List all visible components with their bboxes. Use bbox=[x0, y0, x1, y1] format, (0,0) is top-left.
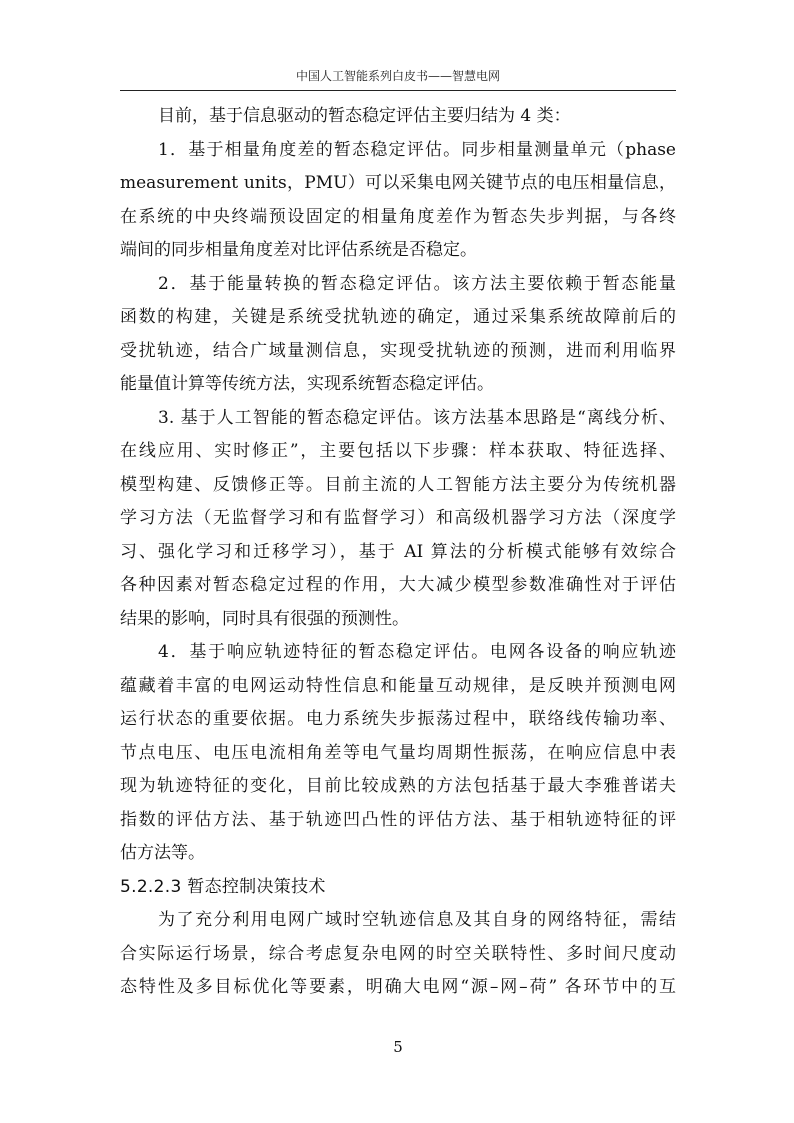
paragraph-line: 学习方法（无监督学习和有监督学习）和高级机器学习方法（深度学 bbox=[120, 508, 676, 528]
paragraph-line: 受扰轨迹，结合广域量测信息，实现受扰轨迹的预测，进而利用临界 bbox=[120, 340, 676, 361]
paragraph-line: 3. 基于人工智能的暂态稳定评估。该方法基本思路是“离线分析、 bbox=[158, 407, 676, 428]
section-heading: 5.2.2.3 暂态控制决策技术 bbox=[120, 876, 326, 897]
paragraph-line: 合实际运行场景，综合考虑复杂电网的时空关联特性、多时间尺度动 bbox=[120, 943, 676, 964]
paragraph-line: 1．基于相量角度差的暂态稳定评估。同步相量测量单元（phase bbox=[158, 139, 676, 160]
page-number: 5 bbox=[393, 1038, 403, 1056]
paragraph-line: 现为轨迹特征的变化，目前比较成熟的方法包括基于最大李雅普诺夫 bbox=[120, 776, 676, 796]
header-rule bbox=[120, 90, 676, 91]
paragraph-line: 目前，基于信息驱动的暂态稳定评估主要归结为 4 类： bbox=[158, 106, 571, 126]
paragraph-line: 节点电压、电压电流相角差等电气量均周期性振荡，在响应信息中表 bbox=[120, 742, 676, 763]
paragraph-line: 在线应用、实时修正”，主要包括以下步骤：样本获取、特征选择、 bbox=[120, 441, 676, 461]
paragraph-line: measurement units，PMU）可以采集电网关键节点的电压相量信息， bbox=[120, 173, 676, 193]
paragraph-line: 习、强化学习和迁移学习），基于 AI 算法的分析模式能够有效综合 bbox=[120, 541, 676, 562]
paragraph-line: 为了充分利用电网广域时空轨迹信息及其自身的网络特征，需结 bbox=[158, 910, 676, 930]
paragraph-line: 指数的评估方法、基于轨迹凹凸性的评估方法、基于相轨迹特征的评 bbox=[120, 809, 676, 830]
paragraph-line: 态特性及多目标优化等要素，明确大电网“源–网–荷” 各环节中的互 bbox=[120, 977, 676, 997]
paragraph-line: 能量值计算等传统方法，实现系统暂态稳定评估。 bbox=[120, 374, 494, 394]
paragraph-line: 模型构建、反馈修正等。目前主流的人工智能方法主要分为传统机器 bbox=[120, 474, 676, 495]
paragraph-line: 蕴藏着丰富的电网运动特性信息和能量互动规律，是反映并预测电网 bbox=[120, 675, 676, 696]
paragraph-line: 端间的同步相量角度差对比评估系统是否稳定。 bbox=[120, 240, 477, 260]
running-header: 中国人工智能系列白皮书——智慧电网 bbox=[295, 69, 500, 83]
paragraph-line: 各种因素对暂态稳定过程的作用，大大减少模型参数准确性对于评估 bbox=[120, 575, 676, 595]
paragraph-line: 函数的构建，关键是系统受扰轨迹的确定，通过采集系统故障前后的 bbox=[120, 307, 676, 327]
paragraph-line: 4．基于响应轨迹特征的暂态稳定评估。电网各设备的响应轨迹 bbox=[158, 642, 676, 662]
page-body bbox=[120, 100, 676, 1005]
paragraph-line: 在系统的中央终端预设固定的相量角度差作为暂态失步判据，与各终 bbox=[120, 206, 676, 227]
paragraph-line: 运行状态的重要依据。电力系统失步振荡过程中，联络线传输功率、 bbox=[120, 709, 676, 729]
paragraph-line: 估方法等。 bbox=[120, 843, 205, 863]
paragraph-line: 2．基于能量转换的暂态稳定评估。该方法主要依赖于暂态能量 bbox=[158, 273, 676, 294]
paragraph-line: 结果的影响，同时具有很强的预测性。 bbox=[120, 608, 409, 629]
